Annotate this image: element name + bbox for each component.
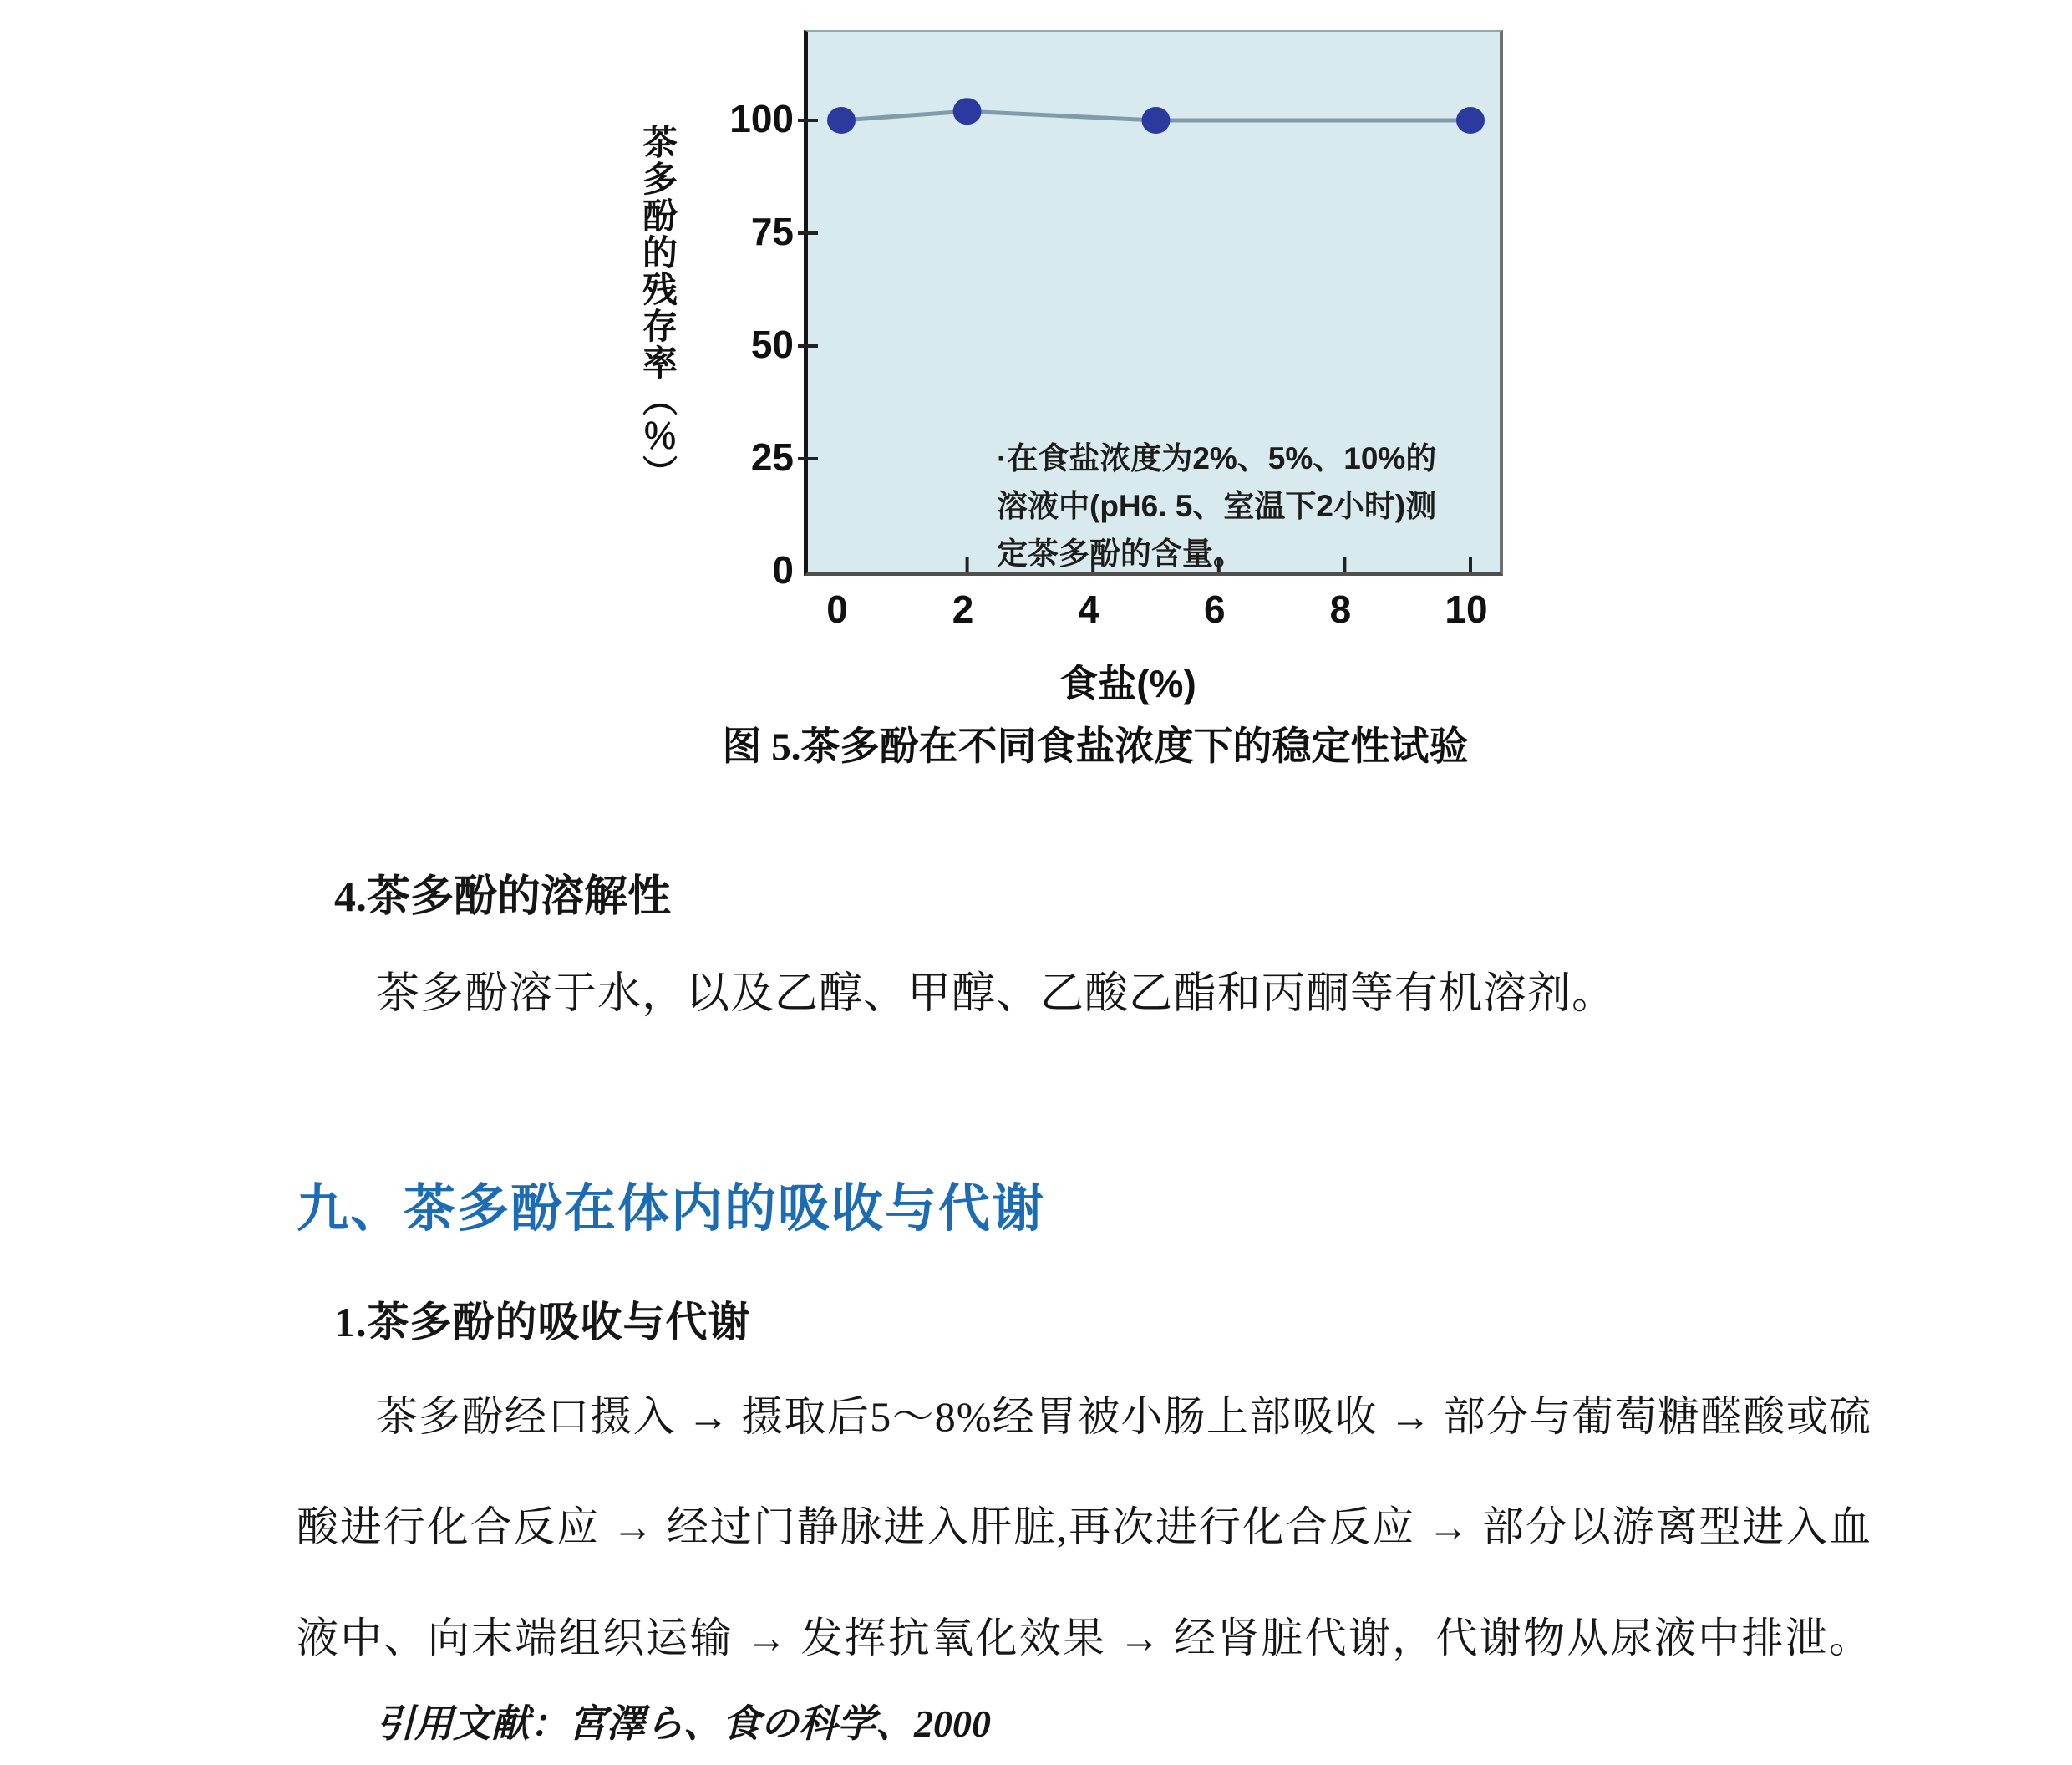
x-tick-label: 6: [1204, 587, 1226, 631]
heading-solubility: 4.茶多酚的溶解性: [334, 873, 672, 921]
annotation-line: 溶液中(pH6. 5、室温下2小时)测: [997, 489, 1437, 523]
y-tick-label: 50: [750, 323, 794, 366]
chart-annotation: [997, 435, 1465, 577]
data-point: [827, 107, 856, 134]
y-axis-title: 茶多酚的残存率（％）: [637, 124, 676, 491]
data-point: [1456, 107, 1485, 134]
data-point: [953, 98, 982, 125]
y-tick-label: 100: [729, 97, 794, 140]
x-tick-label: 10: [1445, 587, 1488, 631]
annotation-line: ·在食盐浓度为2%、5%、10%的: [997, 441, 1437, 476]
flow-paragraph-line: 酸进行化合反应 → 经过门静脉进入肝脏,再次进行化合反应 → 部分以游离型进入血: [297, 1503, 1871, 1550]
figure-caption: 图 5.茶多酚在不同食盐浓度下的稳定性试验: [722, 725, 1469, 769]
x-tick-label: 2: [952, 587, 974, 631]
heading-section-9: 九、茶多酚在体内的吸收与代谢: [297, 1181, 1046, 1238]
x-tick-label: 8: [1329, 587, 1352, 631]
heading-absorption: 1.茶多酚的吸收与代谢: [334, 1299, 751, 1345]
y-tick-label: 75: [750, 210, 794, 253]
x-tick-label: 0: [826, 587, 848, 631]
citation-reference: 引用文献：宮澤ら、食の科学、2000: [376, 1702, 991, 1745]
y-tick-label: 25: [750, 435, 794, 479]
x-axis-title: 食盐(%): [1059, 662, 1196, 705]
flow-paragraph-line: 液中、向末端组织运输 → 发挥抗氧化效果 → 经肾脏代谢，代谢物从尿液中排泄。: [297, 1615, 1871, 1661]
flow-paragraph-line: 茶多酚经口摄入 → 摄取后5～8%经胃被小肠上部吸收 → 部分与葡萄糖醛酸或硫: [376, 1393, 1871, 1440]
annotation-line: 定茶多酚的含量。: [997, 537, 1244, 571]
y-tick-label: 0: [772, 548, 794, 592]
paragraph-solubility: 茶多酚溶于水，以及乙醇、甲醇、乙酸乙酯和丙酮等有机溶剂。: [376, 970, 1617, 1018]
data-point: [1142, 107, 1171, 134]
x-tick-label: 4: [1078, 587, 1099, 631]
